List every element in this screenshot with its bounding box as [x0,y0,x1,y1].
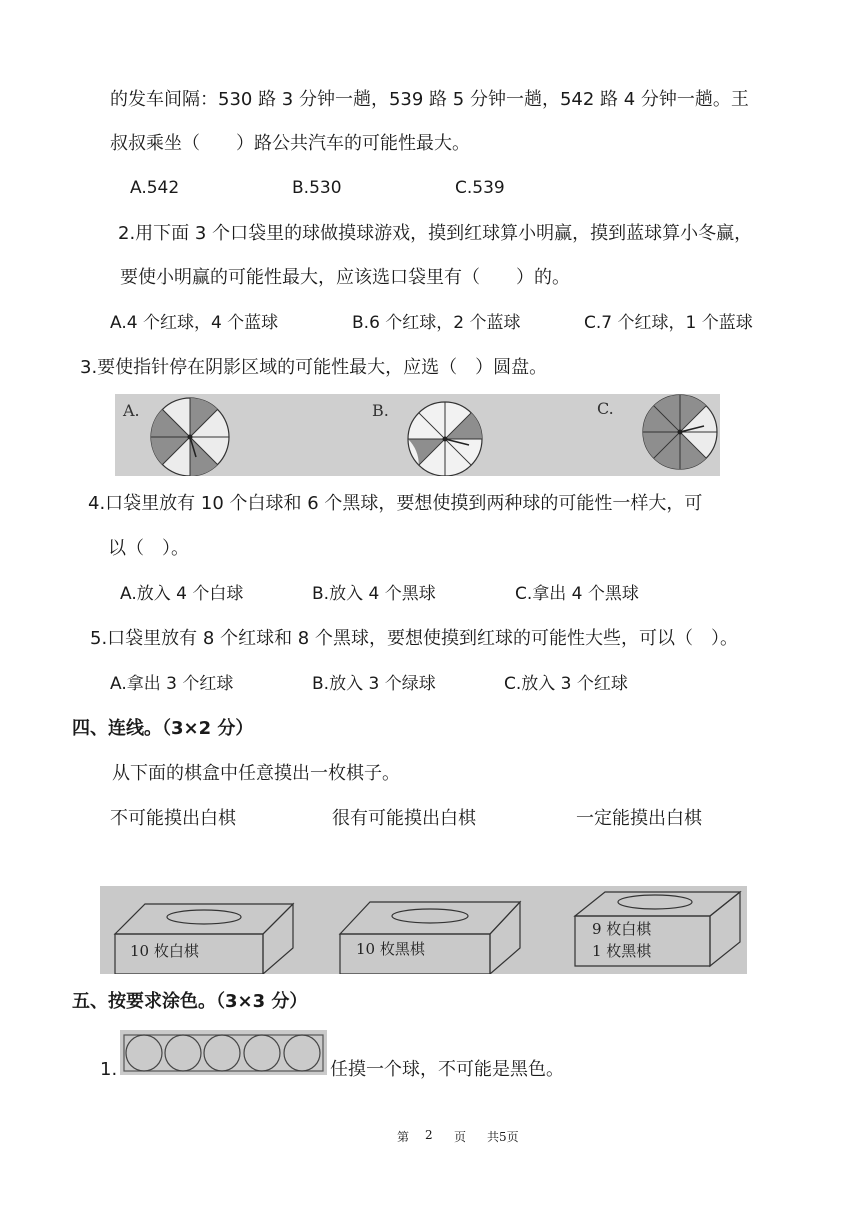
chess-box-2 [340,902,520,974]
footer-page-number: 2 [425,1128,433,1142]
ball [244,1035,280,1071]
spinner-c [643,395,717,469]
footer-total-pages: 共5页 [487,1130,519,1144]
match-choice: 很有可能摸出白棋 [332,808,476,829]
spinner-label-b: B. [372,401,389,420]
question-text: 以（ ）。 [108,538,189,559]
question-text: 任摸一个球，不可能是黑色。 [330,1059,564,1080]
balls-figure [120,1030,327,1075]
chess-box-1 [115,904,293,974]
spinner-b [408,402,482,476]
ball [284,1035,320,1071]
spinner-label-c: C. [597,399,614,418]
box-label: 10 枚黑棋 [356,940,425,958]
question-text: 3.要使指针停在阴影区域的可能性最大，应选（ ）圆盘。 [80,357,548,378]
option-b: B.530 [292,178,342,198]
option-c: C.放入 3 个红球 [504,674,628,694]
question-number: 1. [100,1059,118,1080]
option-c: C.539 [455,178,505,198]
box-label: 1 枚黑棋 [592,942,652,960]
footer-page-label: 第 [397,1130,410,1144]
question-text: 2.用下面 3 个口袋里的球做摸球游戏，摸到红球算小明赢，摸到蓝球算小冬赢， [118,223,753,244]
option-b: B.放入 4 个黑球 [312,584,436,604]
section-title: 五、按要求涂色。（3×3 分） [72,991,308,1012]
option-b: B.放入 3 个绿球 [312,674,436,694]
chess-boxes-figure [100,886,747,974]
question-text: 的发车间隔：530 路 3 分钟一趟，539 路 5 分钟一趟，542 路 4 分钟一趟。王 [110,89,749,110]
question-text: 5.口袋里放有 8 个红球和 8 个黑球，要想使摸到红球的可能性大些，可以（ ）。 [90,628,738,649]
question-text: 4.口袋里放有 10 个白球和 6 个黑球，要想使摸到两种球的可能性一样大，可 [88,493,703,514]
section-intro: 从下面的棋盒中任意摸出一枚棋子。 [112,763,400,784]
balls-frame [124,1035,323,1071]
question-text: 叔叔乘坐（ ）路公共汽车的可能性最大。 [110,133,470,154]
question-text: 要使小明赢的可能性最大，应该选口袋里有（ ）的。 [120,267,570,288]
option-c: C.拿出 4 个黑球 [515,584,639,604]
option-a: A.542 [130,178,180,198]
footer-page-unit: 页 [454,1130,467,1144]
ball [126,1035,162,1071]
spinner-a [151,398,229,476]
option-c: C.7 个红球，1 个蓝球 [584,313,753,333]
option-a: A.放入 4 个白球 [120,584,244,604]
spinners-figure [115,394,720,476]
option-a: A.4 个红球，4 个蓝球 [110,313,279,333]
box-label: 10 枚白棋 [130,942,199,960]
box-label: 9 枚白棋 [592,920,652,938]
option-b: B.6 个红球，2 个蓝球 [352,313,521,333]
match-choice: 不可能摸出白棋 [110,808,236,829]
match-choice: 一定能摸出白棋 [576,808,702,829]
spinner-label-a: A. [123,401,140,420]
option-a: A.拿出 3 个红球 [110,674,234,694]
ball [165,1035,201,1071]
ball [204,1035,240,1071]
section-title: 四、连线。（3×2 分） [72,718,254,739]
